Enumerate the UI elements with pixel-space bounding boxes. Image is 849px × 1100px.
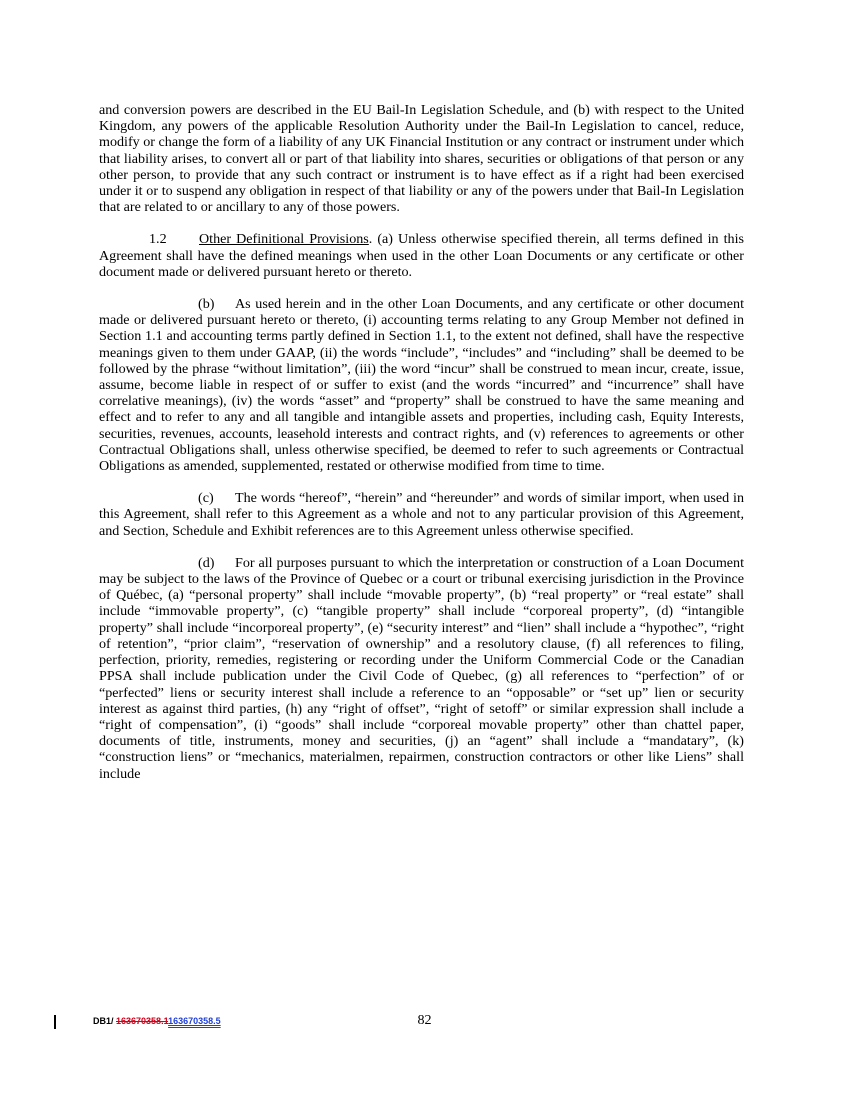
paragraph-continuation — [99, 102, 744, 215]
document-body — [99, 102, 744, 798]
subsection-label: (b) — [198, 296, 215, 313]
section-heading: Other Definitional Provisions — [199, 231, 369, 248]
doc-id-deleted: 163670358.1 — [116, 1016, 169, 1026]
section-number: 1.2 — [149, 231, 167, 248]
subsection-b — [99, 296, 744, 474]
paragraph-text: and conversion powers are described in the EU Bail-In Legislation Schedule, and (b) with respect to the United Kingdom, any powers of the applicable Resolution Authority under the Bail-In Legislation to cancel, reduce, modify or change the form of a liability of any UK Financial Institution or any contract or instrument under which that liability arises, to convert all or part of that liability into shares, securities or obligations of that person or any other person, to provide that any such contract or instrument is to have effect as if a right had been exercised under it or to suspend any obligation in respect of that liability or any of the powers under that Bail-In Legislation that are related to or ancillary to any of those powers. — [99, 102, 744, 216]
subsection-c — [99, 490, 744, 539]
doc-id-prefix: DB1/ — [93, 1016, 117, 1026]
subsection-label: (d) — [198, 554, 215, 571]
section-text: . (a) Unless otherwise specified therein, all terms defined in this Agreement shall have the defined meanings when used in the other Loan Documents or any certificate or other document made or delivered pursuant hereto or thereto. — [99, 231, 744, 280]
subsection-d — [99, 555, 744, 782]
doc-id-inserted: 163670358.5 — [168, 1016, 221, 1026]
page-number: 82 — [417, 1012, 432, 1028]
subsection-label: (c) — [198, 490, 214, 507]
subsection-text: The words “hereof”, “herein” and “hereunder” and words of similar import, when used in this Agreement, shall refer to this Agreement as a whole and not to any particular provision of this Agreement, and Section, Schedule and Exhibit references are to this Agreement unless otherwise specified. — [99, 490, 744, 539]
section-1-2 — [99, 231, 744, 280]
subsection-text: For all purposes pursuant to which the interpretation or construction of a Loan Document may be subject to the laws of the Province of Quebec or a court or tribunal exercising jurisdiction in the Province of Québec, (a) “personal property” shall include “movable property”, (b) “real property” or “real estate” shall include “immovable property”, (c) “tangible property” shall include “corporeal property”, (d) “intangible property” shall include “incorporeal property”, (e) “security interest” and “lien” shall include a “hypothec”, “right of retention”, “prior claim”, “reservation of ownership” and a resolutory clause, (f) all references to filing, perfection, priority, remedies, registering or recording under the Uniform Commercial Code or the Canadian PPSA shall include publication under the Civil Code of Quebec, (g) all references to “perfection” of or “perfected” liens or security interest shall include a reference to an “opposable” or “set up” lien or security interest as against third parties, (h) any “right of offset”, “right of setoff” or similar expression shall include a “right of compensation”, (i) “goods” shall include “corporeal movable property” other than chattel paper, documents of title, instruments, money and securities, (j) an “agent” shall include a “mandatary”, (k) “construction liens” or “mechanics, materialmen, repairmen, construction contractors or other like Liens” shall include — [99, 554, 744, 782]
subsection-text: As used herein and in the other Loan Documents, and any certificate or other document made or delivered pursuant hereto or thereto, (i) accounting terms relating to any Group Member not defined in Section 1.1 and accounting terms partly defined in Section 1.1, to the extent not defined, shall have the respective meanings given to them under GAAP, (ii) the words “include”, “includes” and “including” shall be deemed to be followed by the phrase “without limitation”, (iii) the word “incur” shall be construed to mean incur, create, issue, assume, become liable in respect of or suffer to exist (and the words “incurred” and “incurrence” shall have correlative meanings), (iv) the words “asset” and “property” shall be construed to have the same meaning and effect and to refer to any and all tangible and intangible assets and properties, including cash, Equity Interests, securities, revenues, accounts, leasehold interests and contract rights, and (v) references to agreements or other Contractual Obligations shall, unless otherwise specified, be deemed to refer to such agreements or Contractual Obligations as amended, supplemented, restated or otherwise modified from time to time. — [99, 296, 744, 475]
